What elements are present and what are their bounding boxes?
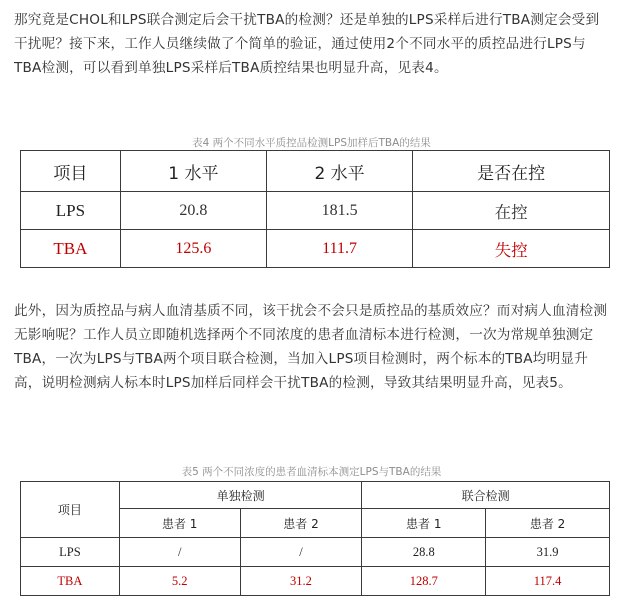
table4-header-status: 是否在控: [413, 151, 610, 192]
table4-row-lps-status: 在控: [413, 192, 610, 230]
table4-header-level2: 2 水平: [267, 151, 413, 192]
table4: [20, 150, 610, 268]
table4-row-tba-level1: 125.6: [120, 230, 266, 268]
table5-row-lps-single2: /: [240, 538, 362, 567]
table5-header-single: 单独检测: [119, 482, 362, 509]
paragraph-followup: 此外，因为质控品与病人血清基质不同，该干扰会不会只是质控品的基质效应？而对病人血清检测无影响呢？工作人员立即随机选择两个不同浓度的患者血清标本进行检测，一次为常规单独测定TBA，一次为LPS与TBA两个项目联合检测，当加入LPS项目检测时，两个标本的TBA均明显升高，说明检测病人标本时LPS加样后同样会干扰TBA的检测，导致其结果明显升高，见表5。: [14, 303, 608, 391]
table4-caption: 表4 两个不同水平质控品检测LPS加样后TBA的结果: [192, 137, 431, 149]
table5-header-combined-patient2: 患者 2: [486, 509, 610, 538]
paragraph-intro: 那究竟是CHOL和LPS联合测定后会干扰TBA的检测？还是单独的LPS采样后进行TBA测定会受到干扰呢？接下来，工作人员继续做了个简单的验证，通过使用2个不同水平的质控品进行LPS与TBA检测，可以看到单独LPS采样后TBA质控结果也明显升高，见表4。: [14, 12, 600, 76]
table5-row-lps-combined1: 28.8: [362, 538, 486, 567]
table5-row-tba-label: TBA: [21, 567, 120, 596]
table-row: [21, 538, 610, 567]
table-row: [21, 192, 610, 230]
table5-row-lps-single1: /: [119, 538, 240, 567]
table5-row-tba-single2: 31.2: [240, 567, 362, 596]
table5-row-tba-combined2: 117.4: [486, 567, 610, 596]
table5: [20, 481, 610, 596]
table4-header-row: [21, 151, 610, 192]
table5-header-single-patient2: 患者 2: [240, 509, 362, 538]
table4-row-tba-level2: 111.7: [267, 230, 413, 268]
table4-row-lps-level2: 181.5: [267, 192, 413, 230]
table5-group-row: [21, 482, 610, 509]
table5-row-tba-single1: 5.2: [119, 567, 240, 596]
table5-header-single-patient1: 患者 1: [119, 509, 240, 538]
table4-header-item: 项目: [21, 151, 121, 192]
table4-row-lps-level1: 20.8: [120, 192, 266, 230]
table5-header-combined-patient1: 患者 1: [362, 509, 486, 538]
table5-row-lps-combined2: 31.9: [486, 538, 610, 567]
table5-header-combined: 联合检测: [362, 482, 610, 509]
table5-caption: 表5 两个不同浓度的患者血清标本测定LPS与TBA的结果: [181, 466, 442, 478]
table4-row-tba-label: TBA: [21, 230, 121, 268]
table5-row-lps-label: LPS: [21, 538, 120, 567]
table-row: [21, 567, 610, 596]
table4-row-tba-status: 失控: [413, 230, 610, 268]
table5-row-tba-combined1: 128.7: [362, 567, 486, 596]
table4-header-level1: 1 水平: [120, 151, 266, 192]
table-row: [21, 230, 610, 268]
table5-header-item: 项目: [21, 482, 120, 538]
table4-row-lps-label: LPS: [21, 192, 121, 230]
